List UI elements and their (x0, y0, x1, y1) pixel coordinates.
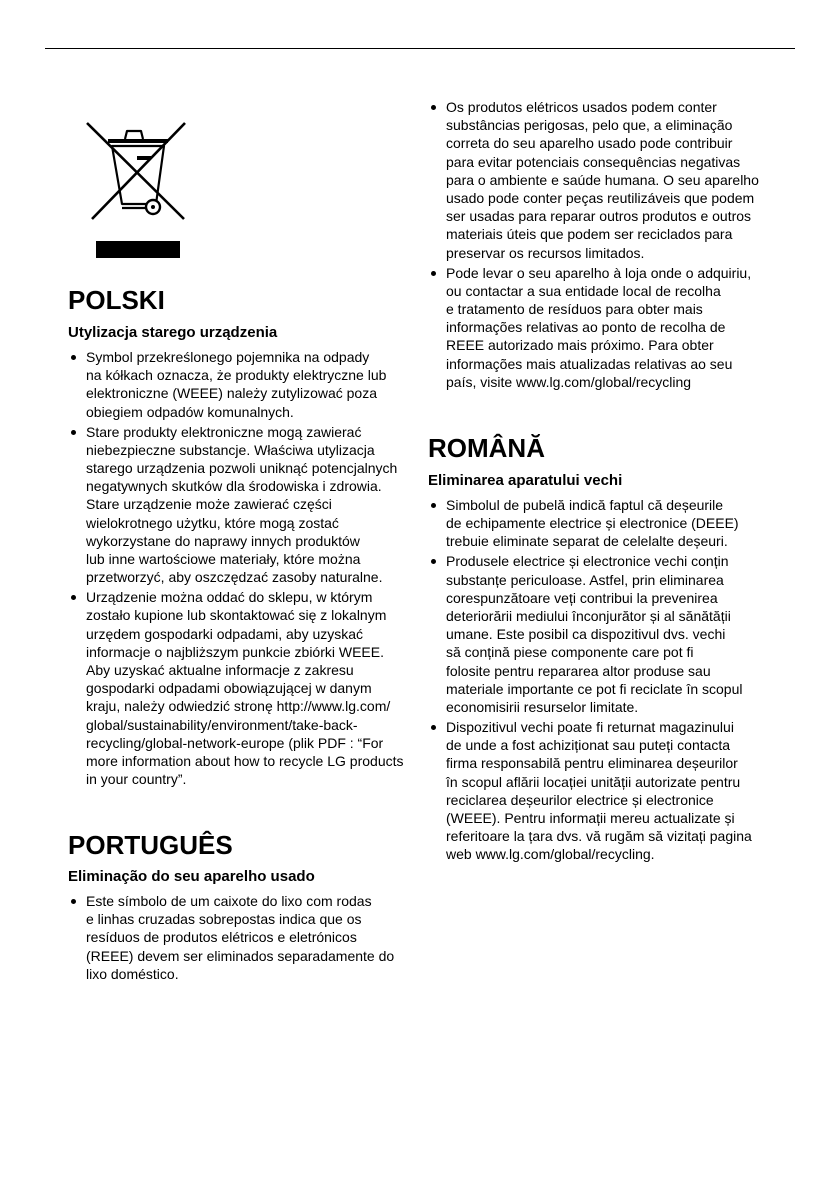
list-item (68, 588, 404, 788)
text-line: para o ambiente e saúde humana. O seu aparelho (446, 171, 759, 188)
section-heading-polski: POLSKI (68, 285, 165, 315)
text-line: resíduos de produtos elétricos e eletrónicos (86, 929, 357, 946)
text-line: Symbol przekreślonego pojemnika na odpady (86, 349, 370, 365)
text-line: substanțe periculoase. Astfel, prin eliminarea (446, 571, 724, 588)
section-subheading-romana: Eliminarea aparatului vechi (428, 472, 623, 489)
text-line: de echipamente electrice și electronice (DEEE) (446, 515, 739, 532)
text-line: informações relativas ao ponto de recolha de (446, 319, 726, 336)
text-line: deteriorării mediului înconjurător și al sănătății (446, 608, 731, 625)
text-line: zostało kupione lub skontaktować się z lokalnym (86, 607, 387, 624)
text-line: materiale importante ce pot fi reciclate în scopul (446, 680, 743, 697)
text-line: substâncias perigosas, pelo que, a eliminação (446, 117, 733, 134)
text-line: ser usadas para reparar outros produtos e outros (446, 208, 752, 225)
text-line: Stare produkty elektroniczne mogą zawierać (86, 423, 362, 440)
bullet-list-portugues (68, 892, 394, 983)
text-line: na kółkach oznacza, że produkty elektryczne lub (86, 367, 387, 384)
text-line: Os produtos elétricos usados podem conter (446, 99, 717, 115)
bullet-icon (71, 355, 76, 360)
text-line: corespunzătoare veți contribui la prevenirea (446, 589, 718, 606)
text-line: niebezpieczne substancje. Właściwa utylizacja (86, 441, 375, 458)
text-line: referitoare la țara dvs. vă rugăm să vizitați pagina (446, 828, 752, 845)
text-line: (REEE) devem ser eliminados separadamente do (86, 947, 395, 964)
text-line: Aby uzyskać aktualne informacje z zakresu (86, 662, 354, 679)
text-line: folosite pentru repararea altor produse sau (446, 662, 711, 679)
text-line: Dispozitivul vechi poate fi returnat magazinului (446, 719, 734, 736)
text-line: preservar os recursos limitados. (446, 244, 645, 261)
bullet-list-portugues-continued (428, 98, 759, 391)
text-line: urzędem gospodarki odpadami, aby uzyskać (86, 625, 364, 642)
bullet-list-romana (428, 496, 752, 864)
text-line: e linhas cruzadas sobrepostas indica que os (86, 911, 362, 928)
list-item (428, 552, 752, 716)
text-line: correta do seu aparelho usado pode contribuir (446, 135, 733, 152)
list-item (428, 264, 759, 391)
section-subheading-polski: Utylizacja starego urządzenia (68, 324, 278, 341)
text-line: în scopul aflării locației unității autorizate pentru (446, 773, 741, 790)
text-line: global/sustainability/environment/take-back- (86, 716, 358, 733)
text-line: de unde a fost achiziționat sau puteți contacta (446, 737, 731, 754)
bullet-icon (431, 559, 436, 564)
text-line: reciclarea deșeurilor electrice și electronice (446, 791, 714, 808)
bullet-icon (431, 105, 436, 110)
bin-lid (108, 139, 168, 143)
text-line: negatywnych skutków dla środowiska i zdrowia. (86, 478, 382, 495)
bullet-icon (431, 271, 436, 276)
text-line: umane. Este posibil ca dispozitivul dvs. vechi (446, 626, 726, 643)
text-line: web www.lg.com/global/recycling. (446, 846, 655, 863)
text-line: in your country”. (86, 771, 187, 788)
bullet-list-polski (68, 348, 404, 788)
text-line: Urządzenie można oddać do sklepu, w którym (86, 589, 373, 606)
list-item (68, 423, 404, 587)
bullet-icon (431, 503, 436, 508)
text-line: e tratamento de resíduos para obter mais (446, 301, 703, 318)
text-line: informações mais atualizadas relativas ao seu (446, 355, 733, 372)
bullet-icon (71, 430, 76, 435)
section-heading-romana: ROMÂNĂ (428, 433, 545, 463)
text-line: Stare urządzenie może zawierać części (86, 496, 332, 513)
bullet-icon (431, 725, 436, 730)
bullet-icon (71, 595, 76, 600)
text-line: Este símbolo de um caixote do lixo com rodas (86, 893, 372, 909)
weee-symbol (80, 115, 190, 265)
text-line: informacje o najbliższym punkcie zbiórki WEEE. (86, 643, 384, 660)
text-line: wykorzystane do naprawy innych produktów (86, 532, 360, 549)
text-line: economisirii resurselor limitate. (446, 699, 639, 716)
list-item (68, 892, 394, 983)
list-item (428, 718, 752, 864)
section-heading-portugues: PORTUGUÊS (68, 830, 233, 860)
list-item (428, 98, 759, 262)
text-line: lixo doméstico. (86, 965, 179, 982)
text-line: Produsele electrice și electronice vechi conțin (446, 553, 729, 570)
text-line: przetworzyć, aby oszczędzać zasoby naturalne. (86, 569, 383, 586)
text-line: REEE autorizado mais próximo. Para obter (446, 337, 714, 354)
bullet-icon (71, 899, 76, 904)
text-line: more information about how to recycle LG products (86, 753, 404, 770)
text-line: recycling/global-network-europe (plik PDF : “For (86, 734, 384, 751)
weee-black-bar (96, 241, 180, 258)
text-line: să conțină piese componente care pot fi (446, 644, 694, 661)
text-line: obiegiem odpadów komunalnych. (86, 403, 294, 420)
text-line: ou contactar a sua entidade local de recolha (446, 282, 721, 299)
bin-handle (125, 131, 143, 139)
text-line: gospodarki odpadami obowiązującej w danym (86, 680, 372, 697)
text-line: trebuie eliminate separat de celelalte deșeuri. (446, 533, 728, 550)
text-line: firma responsabilă pentru eliminarea deșeurilor (446, 755, 738, 772)
text-line: (WEEE). Pentru informații mereu actualizate și (446, 810, 735, 827)
text-line: elektroniczne (WEEE) należy zutylizować poza (86, 385, 378, 402)
section-subheading-portugues: Eliminação do seu aparelho usado (68, 868, 315, 885)
text-line: Simbolul de pubelă indică faptul că deșeurile (446, 497, 724, 513)
text-line: materiais úteis que podem ser reciclados para (446, 226, 733, 243)
text-line: lub inne wartościowe materiały, które można (86, 551, 361, 568)
text-line: usado pode conter peças reutilizáveis que podem (446, 190, 755, 207)
text-line: país, visite www.lg.com/global/recycling (446, 373, 692, 390)
crossed-out-wheeled-bin-icon (80, 115, 190, 265)
list-item (428, 496, 752, 551)
text-line: wielokrotnego użytku, które mogą zostać (86, 514, 339, 531)
text-line: starego urządzenia pozwoli uniknąć potencjalnych (86, 460, 398, 477)
text-line: kraju, należy odwiedzić stronę http://www.lg.com/ (86, 698, 391, 715)
text-line: para evitar potenciais consequências negativas (446, 153, 741, 170)
bin-wheel-hub (151, 205, 155, 209)
list-item (68, 348, 404, 421)
header-rule (45, 48, 795, 49)
text-line: Pode levar o seu aparelho à loja onde o adquiriu, (446, 264, 752, 281)
